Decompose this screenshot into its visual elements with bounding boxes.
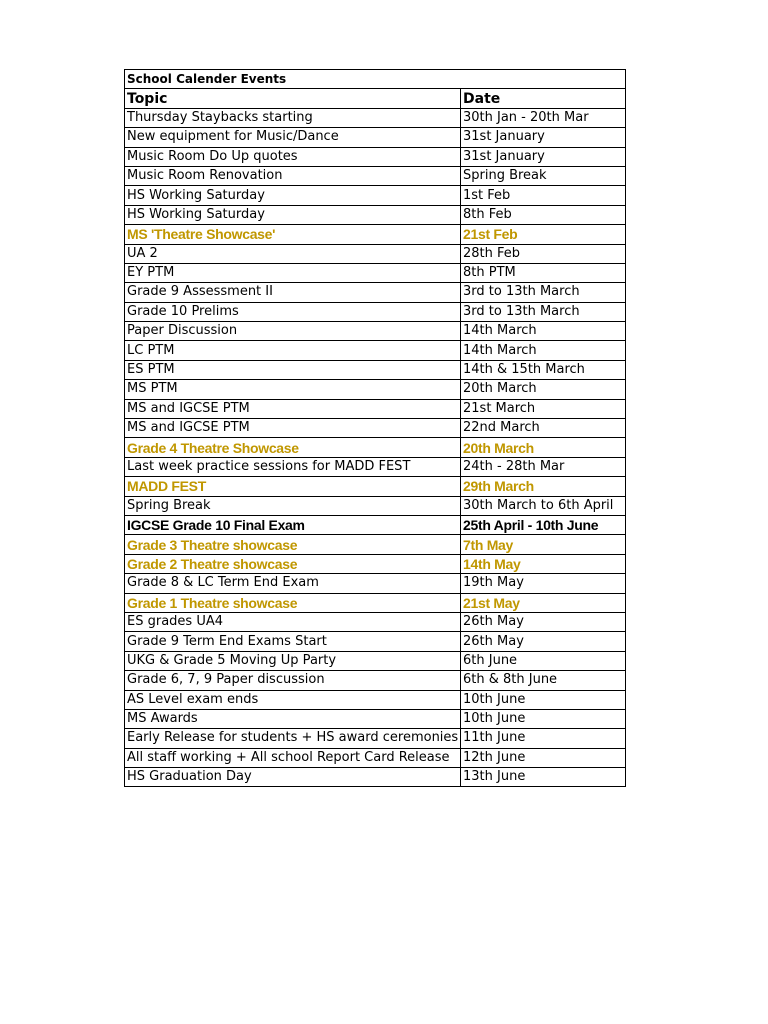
event-topic-cell: Grade 1 Theatre showcase (125, 593, 461, 612)
event-topic-cell: Thursday Staybacks starting (125, 108, 461, 127)
event-topic-cell: MS PTM (125, 380, 461, 399)
event-topic-cell: Grade 9 Assessment II (125, 283, 461, 302)
event-topic-cell: Grade 8 & LC Term End Exam (125, 574, 461, 593)
event-date-cell: 10th June (461, 709, 626, 728)
table-row (125, 457, 626, 476)
table-row (125, 302, 626, 321)
table-row (125, 147, 626, 166)
table-row (125, 593, 626, 612)
event-topic-cell: IGCSE Grade 10 Final Exam (125, 515, 461, 534)
table-row (125, 419, 626, 438)
event-date-cell: 22nd March (461, 419, 626, 438)
event-topic-cell: New equipment for Music/Dance (125, 128, 461, 147)
event-date-cell: 13th June (461, 768, 626, 787)
table-row (125, 322, 626, 341)
event-date-cell: 7th May (461, 535, 626, 554)
event-date-cell: 30th March to 6th April (461, 496, 626, 515)
event-date-cell: 8th PTM (461, 263, 626, 282)
calendar-events-table (124, 69, 626, 787)
event-date-cell: 21st March (461, 399, 626, 418)
event-date-cell: 31st January (461, 147, 626, 166)
column-header-topic: Topic (125, 89, 461, 108)
event-topic-cell: Grade 10 Prelims (125, 302, 461, 321)
table-row (125, 225, 626, 244)
event-date-cell: 6th June (461, 651, 626, 670)
event-date-cell: 14th March (461, 322, 626, 341)
event-topic-cell: HS Graduation Day (125, 768, 461, 787)
event-date-cell: 29th March (461, 477, 626, 496)
table-row (125, 690, 626, 709)
event-topic-cell: Last week practice sessions for MADD FEST (125, 457, 461, 476)
event-date-cell: 10th June (461, 690, 626, 709)
table-row (125, 477, 626, 496)
event-date-cell: 12th June (461, 748, 626, 767)
event-topic-cell: UKG & Grade 5 Moving Up Party (125, 651, 461, 670)
event-topic-cell: MS and IGCSE PTM (125, 399, 461, 418)
table-row (125, 574, 626, 593)
table-row (125, 283, 626, 302)
table-row (125, 709, 626, 728)
table-row (125, 515, 626, 534)
event-date-cell: 20th March (461, 380, 626, 399)
event-topic-cell: EY PTM (125, 263, 461, 282)
event-topic-cell: ES PTM (125, 360, 461, 379)
event-date-cell: 26th May (461, 632, 626, 651)
event-date-cell: 31st January (461, 128, 626, 147)
event-topic-cell: HS Working Saturday (125, 205, 461, 224)
event-date-cell: 14th March (461, 341, 626, 360)
event-topic-cell: MS and IGCSE PTM (125, 419, 461, 438)
table-row (125, 380, 626, 399)
table-row (125, 263, 626, 282)
event-date-cell: 14th & 15th March (461, 360, 626, 379)
event-topic-cell: LC PTM (125, 341, 461, 360)
event-topic-cell: HS Working Saturday (125, 186, 461, 205)
column-header-date: Date (461, 89, 626, 108)
table-header-row (125, 89, 626, 108)
event-date-cell: 3rd to 13th March (461, 302, 626, 321)
event-date-cell: 6th & 8th June (461, 671, 626, 690)
event-topic-cell: AS Level exam ends (125, 690, 461, 709)
table-row (125, 632, 626, 651)
table-row (125, 341, 626, 360)
event-topic-cell: All staff working + All school Report Card Release (125, 748, 461, 767)
event-date-cell: 21st Feb (461, 225, 626, 244)
event-topic-cell: Spring Break (125, 496, 461, 515)
table-row (125, 671, 626, 690)
table-row (125, 768, 626, 787)
event-date-cell: 3rd to 13th March (461, 283, 626, 302)
event-topic-cell: ES grades UA4 (125, 612, 461, 631)
table-row (125, 496, 626, 515)
table-row (125, 729, 626, 748)
event-date-cell: 14th May (461, 554, 626, 573)
event-topic-cell: Grade 3 Theatre showcase (125, 535, 461, 554)
table-row (125, 166, 626, 185)
event-date-cell: 30th Jan - 20th Mar (461, 108, 626, 127)
event-date-cell: 20th March (461, 438, 626, 457)
table-row (125, 186, 626, 205)
event-topic-cell: Paper Discussion (125, 322, 461, 341)
event-topic-cell: Grade 4 Theatre Showcase (125, 438, 461, 457)
table-title: School Calender Events (125, 70, 626, 89)
event-date-cell: 11th June (461, 729, 626, 748)
table-row (125, 244, 626, 263)
table-body (125, 70, 626, 787)
event-date-cell: 21st May (461, 593, 626, 612)
table-row (125, 748, 626, 767)
table-row (125, 554, 626, 573)
event-date-cell: 19th May (461, 574, 626, 593)
event-date-cell: 24th - 28th Mar (461, 457, 626, 476)
table-title-row (125, 70, 626, 89)
event-topic-cell: MADD FEST (125, 477, 461, 496)
event-topic-cell: MS Awards (125, 709, 461, 728)
table-row (125, 438, 626, 457)
table-row (125, 108, 626, 127)
event-topic-cell: Music Room Do Up quotes (125, 147, 461, 166)
table-row (125, 360, 626, 379)
event-topic-cell: Music Room Renovation (125, 166, 461, 185)
event-date-cell: 26th May (461, 612, 626, 631)
event-date-cell: Spring Break (461, 166, 626, 185)
event-topic-cell: Grade 9 Term End Exams Start (125, 632, 461, 651)
event-date-cell: 8th Feb (461, 205, 626, 224)
table-row (125, 399, 626, 418)
table-row (125, 651, 626, 670)
table-row (125, 205, 626, 224)
event-date-cell: 25th April - 10th June (461, 515, 626, 534)
table-row (125, 612, 626, 631)
event-date-cell: 28th Feb (461, 244, 626, 263)
event-topic-cell: Grade 2 Theatre showcase (125, 554, 461, 573)
table-row (125, 128, 626, 147)
event-topic-cell: MS 'Theatre Showcase' (125, 225, 461, 244)
table-row (125, 535, 626, 554)
event-topic-cell: Grade 6, 7, 9 Paper discussion (125, 671, 461, 690)
event-topic-cell: Early Release for students + HS award ceremonies (125, 729, 461, 748)
event-date-cell: 1st Feb (461, 186, 626, 205)
event-topic-cell: UA 2 (125, 244, 461, 263)
